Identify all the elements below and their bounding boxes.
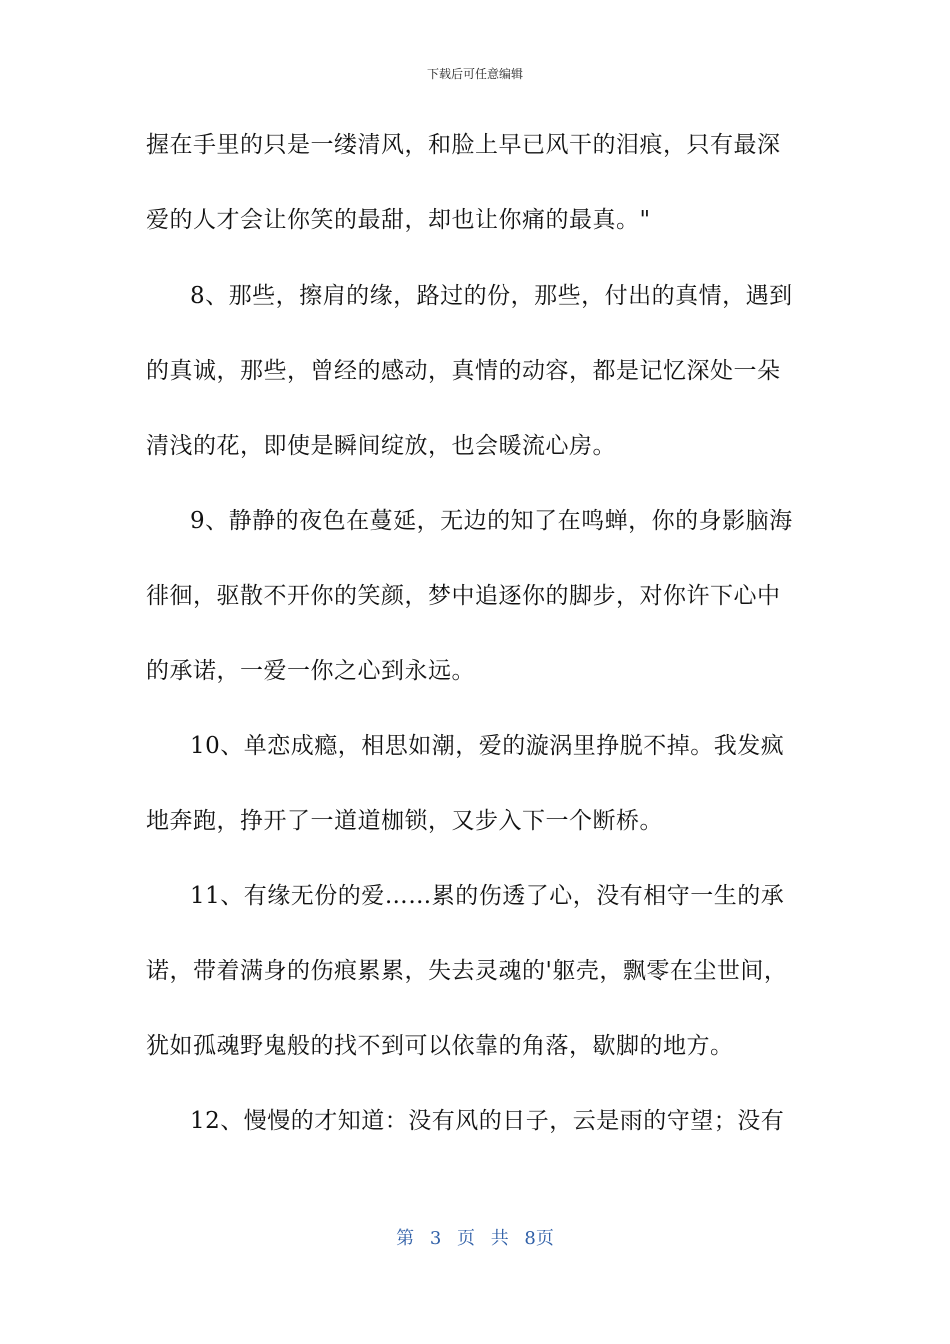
- paragraph-11-start: 11、有缘无份的爱……累的伤透了心，没有相守一生的承: [190, 883, 785, 909]
- page-header: 下载后可任意编辑: [426, 67, 523, 81]
- text-line-7: 徘徊，驱散不开你的笑颜，梦中追逐你的脚步，对你许下心中: [146, 583, 781, 609]
- page-number-footer: 第 3 页 共 8页: [396, 1228, 554, 1249]
- text-line-2: 爱的人才会让你笑的最甜，却也让你痛的最真。": [146, 207, 651, 233]
- text-line-8: 的承诺，一爱一你之心到永远。: [146, 658, 475, 684]
- paragraph-9-start: 9、静静的夜色在蔓延，无边的知了在鸣蝉，你的身影脑海: [190, 508, 793, 534]
- text-line-10: 地奔跑，挣开了一道道枷锁，又步入下一个断桥。: [146, 808, 663, 834]
- paragraph-10-start: 10、单恋成瘾，相思如潮，爱的漩涡里挣脱不掉。我发疯: [190, 733, 785, 759]
- paragraph-12-start: 12、慢慢的才知道：没有风的日子，云是雨的守望；没有: [190, 1108, 785, 1134]
- text-line-12: 诺，带着满身的伤痕累累，失去灵魂的'躯壳，飘零在尘世间，: [146, 958, 788, 984]
- paragraph-8-start: 8、那些，擦肩的缘，路过的份，那些，付出的真情，遇到: [190, 283, 793, 309]
- text-line-1: 握在手里的只是一缕清风，和脸上早已风干的泪痕，只有最深: [146, 132, 781, 158]
- text-line-4: 的真诚，那些，曾经的感动，真情的动容，都是记忆深处一朵: [146, 358, 781, 384]
- text-line-5: 清浅的花，即使是瞬间绽放，也会暖流心房。: [146, 433, 616, 459]
- text-line-13: 犹如孤魂野鬼般的找不到可以依靠的角落，歇脚的地方。: [146, 1033, 734, 1059]
